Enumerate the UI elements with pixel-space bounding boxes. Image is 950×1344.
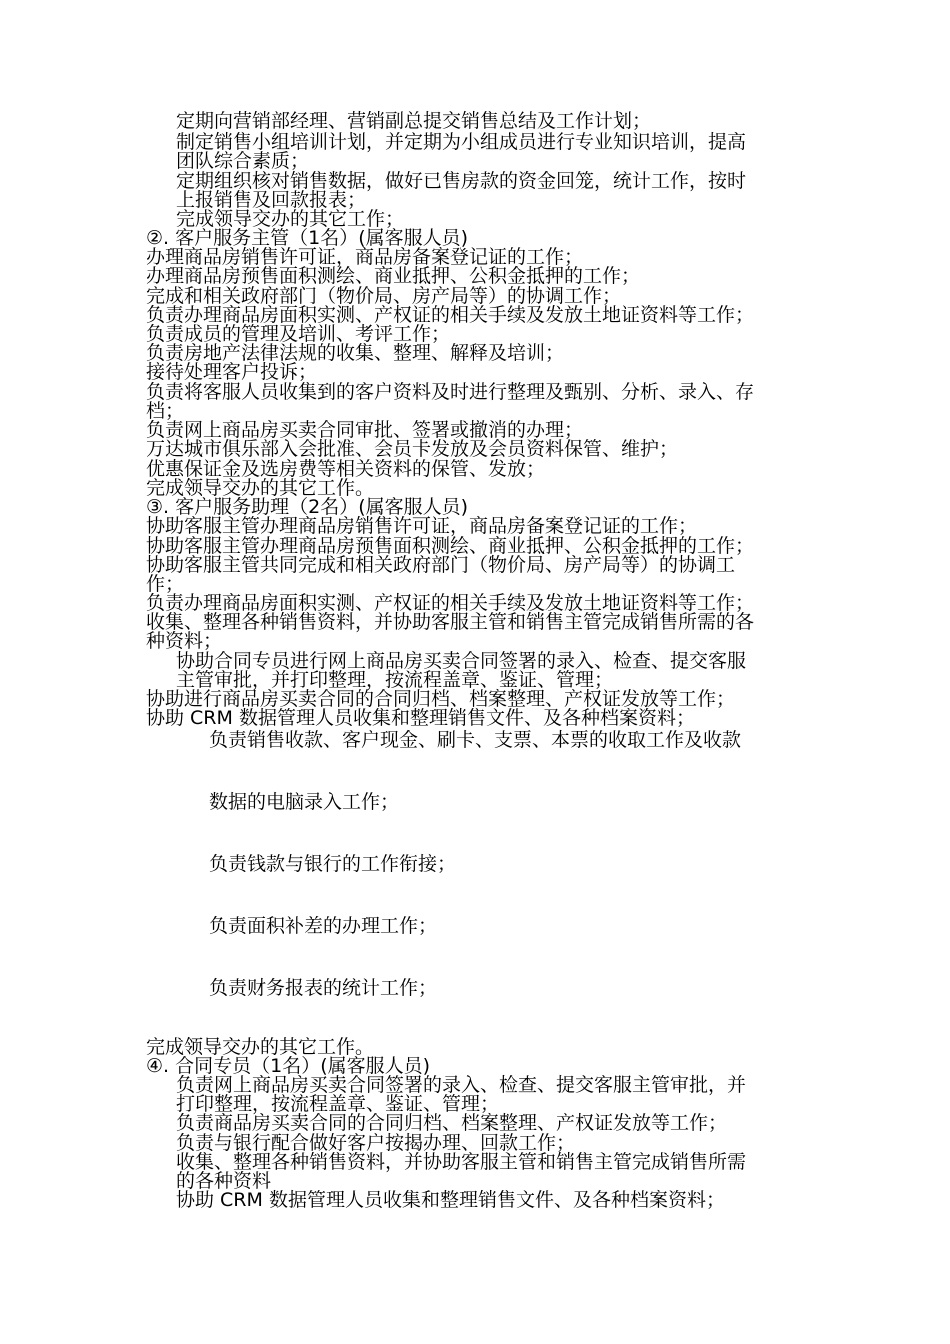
list-item: 负责商品房买卖合同的合同归档、档案整理、产权证发放等工作；	[176, 1112, 728, 1134]
list-item: 档；	[146, 400, 185, 422]
list-item: 办理商品房销售许可证，商品房备案登记证的工作；	[146, 246, 584, 268]
list-item: 负责将客服人员收集到的客户资料及时进行整理及甄别、分析、录入、存	[146, 381, 755, 403]
paragraph-line: 完成领导交办的其它工作；	[176, 208, 405, 230]
finance-item: 数据的电脑录入工作；	[209, 791, 400, 813]
list-item: 负责与银行配合做好客户按揭办理、回款工作；	[176, 1132, 576, 1154]
paragraph-line: 制定销售小组培训计划，并定期为小组成员进行专业知识培训，提高	[176, 131, 747, 153]
finance-item: 负责销售收款、客户现金、刷卡、支票、本票的收取工作及收款	[209, 729, 742, 751]
list-item: 协助 CRM 数据管理人员收集和整理销售文件、及各种档案资料；	[146, 707, 695, 729]
section-heading-cs-supervisor: ②. 客户服务主管（1名）(属客服人员)	[146, 227, 469, 249]
list-item: 作；	[146, 573, 185, 595]
paragraph-line: 团队综合素质；	[176, 150, 310, 172]
finance-item: 负责面积补差的办理工作；	[209, 915, 438, 937]
list-item: 接待处理客户投诉；	[146, 361, 318, 383]
list-item: 负责网上商品房买卖合同签署的录入、检查、提交客服主管审批，并	[176, 1074, 747, 1096]
list-item: 主管审批，并打印整理，按流程盖章、鉴证、管理；	[176, 669, 614, 691]
list-item: 负责房地产法律法规的收集、整理、解释及培训；	[146, 342, 565, 364]
list-item: 协助客服主管办理商品房预售面积测绘、商业抵押、公积金抵押的工作；	[146, 535, 755, 557]
section-heading-cs-assistant: ③. 客户服务助理（2名）(属客服人员)	[146, 496, 469, 518]
finance-item: 负责钱款与银行的工作衔接；	[209, 853, 457, 875]
list-item: 协助客服主管办理商品房销售许可证，商品房备案登记证的工作；	[146, 515, 698, 537]
paragraph-line: 定期组织核对销售数据，做好已售房款的资金回笼，统计工作，按时	[176, 170, 747, 192]
closing-line: 完成领导交办的其它工作。	[146, 1036, 375, 1058]
list-item: 协助合同专员进行网上商品房买卖合同签署的录入、检查、提交客服	[176, 650, 747, 672]
list-item: 协助 CRM 数据管理人员收集和整理销售文件、及各种档案资料；	[176, 1189, 725, 1211]
finance-item: 负责财务报表的统计工作；	[209, 977, 438, 999]
list-item: 负责办理商品房面积实测、产权证的相关手续及发放土地证资料等工作；	[146, 304, 755, 326]
list-item: 收集、整理各种销售资料，并协助客服主管和销售主管完成销售所需	[176, 1151, 747, 1173]
list-item: 负责成员的管理及培训、考评工作；	[146, 323, 451, 345]
list-item: 完成和相关政府部门（物价局、房产局等）的协调工作；	[146, 285, 622, 307]
list-item: 办理商品房预售面积测绘、商业抵押、公积金抵押的工作；	[146, 265, 641, 287]
list-item: 完成领导交办的其它工作。	[146, 477, 375, 499]
list-item: 优惠保证金及选房费等相关资料的保管、发放；	[146, 458, 546, 480]
list-item: 种资料；	[146, 630, 223, 652]
list-item: 收集、整理各种销售资料，并协助客服主管和销售主管完成销售所需的各	[146, 611, 755, 633]
list-item: 的各种资料	[176, 1170, 272, 1192]
paragraph-line: 定期向营销部经理、营销副总提交销售总结及工作计划；	[176, 110, 652, 132]
paragraph-line: 上报销售及回款报表；	[176, 189, 367, 211]
list-item: 协助进行商品房买卖合同的合同归档、档案整理、产权证发放等工作；	[146, 688, 736, 710]
list-item: 负责网上商品房买卖合同审批、签署或撤消的办理；	[146, 419, 584, 441]
list-item: 打印整理，按流程盖章、鉴证、管理；	[176, 1093, 500, 1115]
list-item: 协助客服主管共同完成和相关政府部门（物价局、房产局等）的协调工	[146, 554, 736, 576]
list-item: 万达城市俱乐部入会批准、会员卡发放及会员资料保管、维护；	[146, 438, 679, 460]
list-item: 负责办理商品房面积实测、产权证的相关手续及发放土地证资料等工作；	[146, 592, 755, 614]
section-heading-contract-specialist: ④. 合同专员（1名）(属客服人员)	[146, 1055, 431, 1077]
